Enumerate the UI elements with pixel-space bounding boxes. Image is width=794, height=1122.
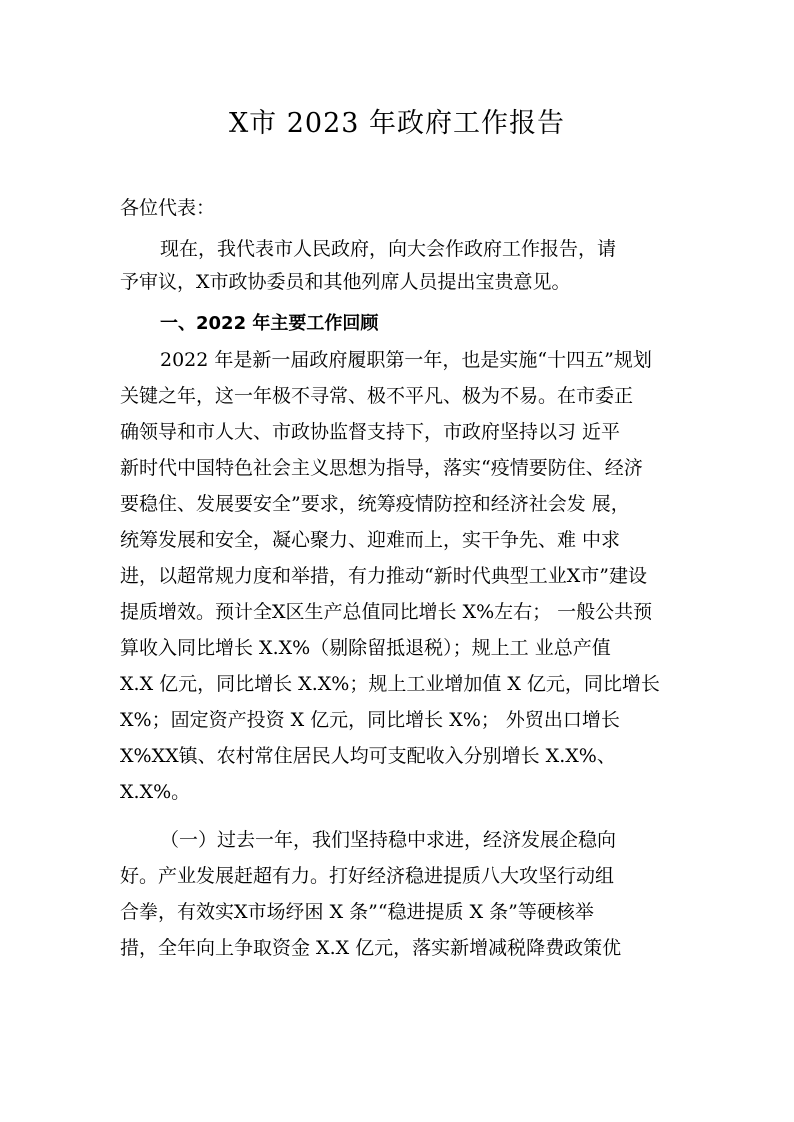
body-line: 确领导和市人大、市政协监督支持下，市政府坚持以习 近平: [120, 421, 621, 443]
body-line: X.X%。: [120, 781, 191, 803]
body-line: 2022 年是新一届政府履职第一年，也是实施“十四五”规划: [160, 349, 652, 371]
body-line: 进，以超常规力度和举措，有力推动“新时代典型工业X市”建设: [120, 565, 647, 587]
body-line: 要稳住、发展要安全”要求，统筹疫情防控和经济社会发 展，: [120, 493, 630, 515]
intro-line: 予审议，X市政协委员和其他列席人员提出宝贵意见。: [120, 271, 571, 293]
subsection-line: （一）过去一年，我们坚持稳中求进，经济发展企稳向: [160, 829, 617, 851]
intro-line: 现在，我代表市人民政府，向大会作政府工作报告，请: [160, 238, 617, 260]
body-line: 提质增效。预计全X区生产总值同比增长 X%左右； 一般公共预: [120, 601, 653, 623]
section-heading: 一、2022 年主要工作回顾: [160, 313, 379, 334]
salutation: 各位代表：: [120, 197, 216, 219]
document-title: X市 2023 年政府工作报告: [228, 108, 566, 139]
body-line: 关键之年，这一年极不寻常、极不平凡、极为不易。在市委正: [120, 385, 634, 407]
body-line: 合拳，有效实X市场纾困 X 条”“稳进提质 X 条”等硬核举: [120, 901, 594, 923]
body-line: 好。产业发展赶超有力。打好经济稳进提质八大攻坚行动组: [120, 865, 615, 887]
body-line: 算收入同比增长 X.X%（剔除留抵退税）；规上工 业总产值: [120, 637, 611, 659]
body-line: X%；固定资产投资 X 亿元，同比增长 X%； 外贸出口增长: [120, 709, 620, 731]
body-line: 统筹发展和安全，凝心聚力、迎难而上，实干争先、难 中求: [120, 529, 621, 551]
body-line: 措，全年向上争取资金 X.X 亿元，落实新增减税降费政策优: [120, 937, 622, 959]
body-line: X%XX镇、农村常住居民人均可支配收入分别增长 X.X%、: [120, 745, 616, 767]
body-line: 新时代中国特色社会主义思想为指导，落实“疫情要防住、经济: [120, 457, 643, 479]
body-line: X.X 亿元，同比增长 X.X%；规上工业增加值 X 亿元，同比增长: [120, 673, 660, 695]
